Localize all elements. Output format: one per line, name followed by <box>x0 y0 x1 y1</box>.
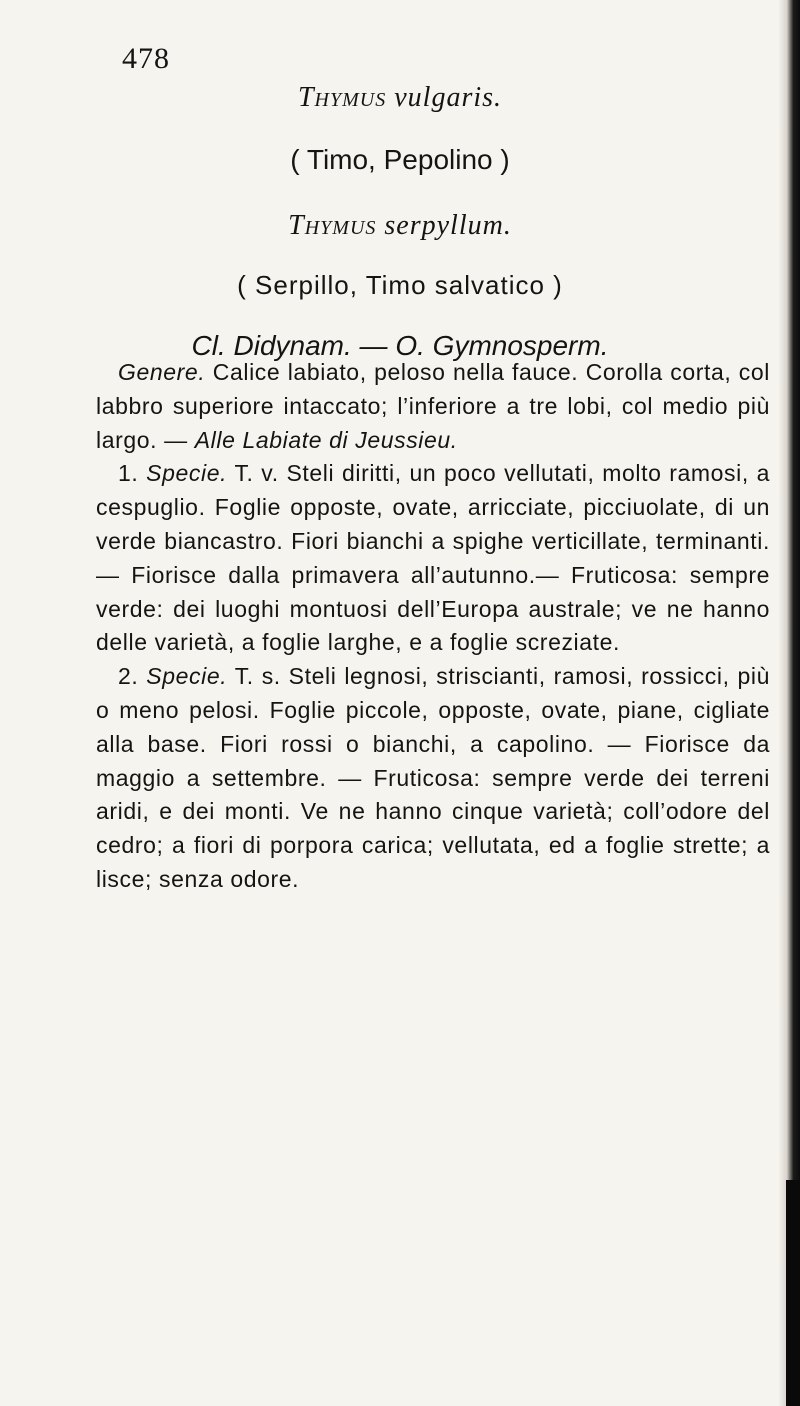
genere-text: Calice labiato, peloso nella fauce. Corolla corta, col labbro superiore intaccato; l’inferiore a tre lobi, col medio più largo. — <box>96 359 770 453</box>
specie-label: Specie. <box>146 460 228 487</box>
genus-paragraph <box>96 356 770 457</box>
classification-line: Cl. Didynam. — O. Gymnosperm. <box>191 330 609 361</box>
specie-label: Specie. <box>146 663 228 690</box>
body-text <box>96 356 770 897</box>
common-names-1: ( Timo, Pepolino ) <box>290 144 510 175</box>
page-edge-dark <box>786 1180 800 1406</box>
species-epithet: vulgaris. <box>394 82 503 113</box>
page-number: 478 <box>122 42 170 75</box>
specie-text: T. v. Steli diritti, un poco vellutati, molto ramosi, a cespuglio. Foglie opposte, ovate, arricciate, picciuolate, di un verde biancastro. Fiori bianchi a spighe verticillate, terminanti. — Fiorisce dalla primavera all’autunno.— Fruticosa: sempre verde: dei luoghi montuosi dell’Europa australe; ve ne hanno delle varietà, a foglie larghe, e a foglie screziate. <box>96 460 771 656</box>
species-heading-2 <box>0 210 800 242</box>
genus-name: Thymus <box>288 210 377 241</box>
genere-reference: Alle Labiate di Jeussieu. <box>194 426 458 453</box>
specie-number: 2. <box>118 663 139 690</box>
genere-label: Genere. <box>118 359 206 385</box>
specie-text: T. s. Steli legnosi, striscianti, ramosi, rossicci, più o meno pelosi. Foglie piccole, opposte, ovate, piane, cigliate alla base. Fiori rossi o bianchi, a capolino. — Fiorisce da maggio a settembre. — Fruticosa: sempre verde dei terreni aridi, e dei monti. Ve ne hanno cinque varietà; coll’odore del cedro; a fiori di porpora carica; vellutata, ed a foglie strette; a lisce; senza odore. <box>96 663 770 892</box>
common-names-2: ( Serpillo, Timo salvatico ) <box>237 270 563 300</box>
genus-name: Thymus <box>297 82 387 113</box>
species-epithet: serpyllum. <box>384 210 512 241</box>
species-heading-1 <box>0 82 800 114</box>
specie-number: 1. <box>118 460 139 487</box>
species-paragraph-1 <box>96 457 770 660</box>
species-paragraph-2 <box>96 660 770 897</box>
